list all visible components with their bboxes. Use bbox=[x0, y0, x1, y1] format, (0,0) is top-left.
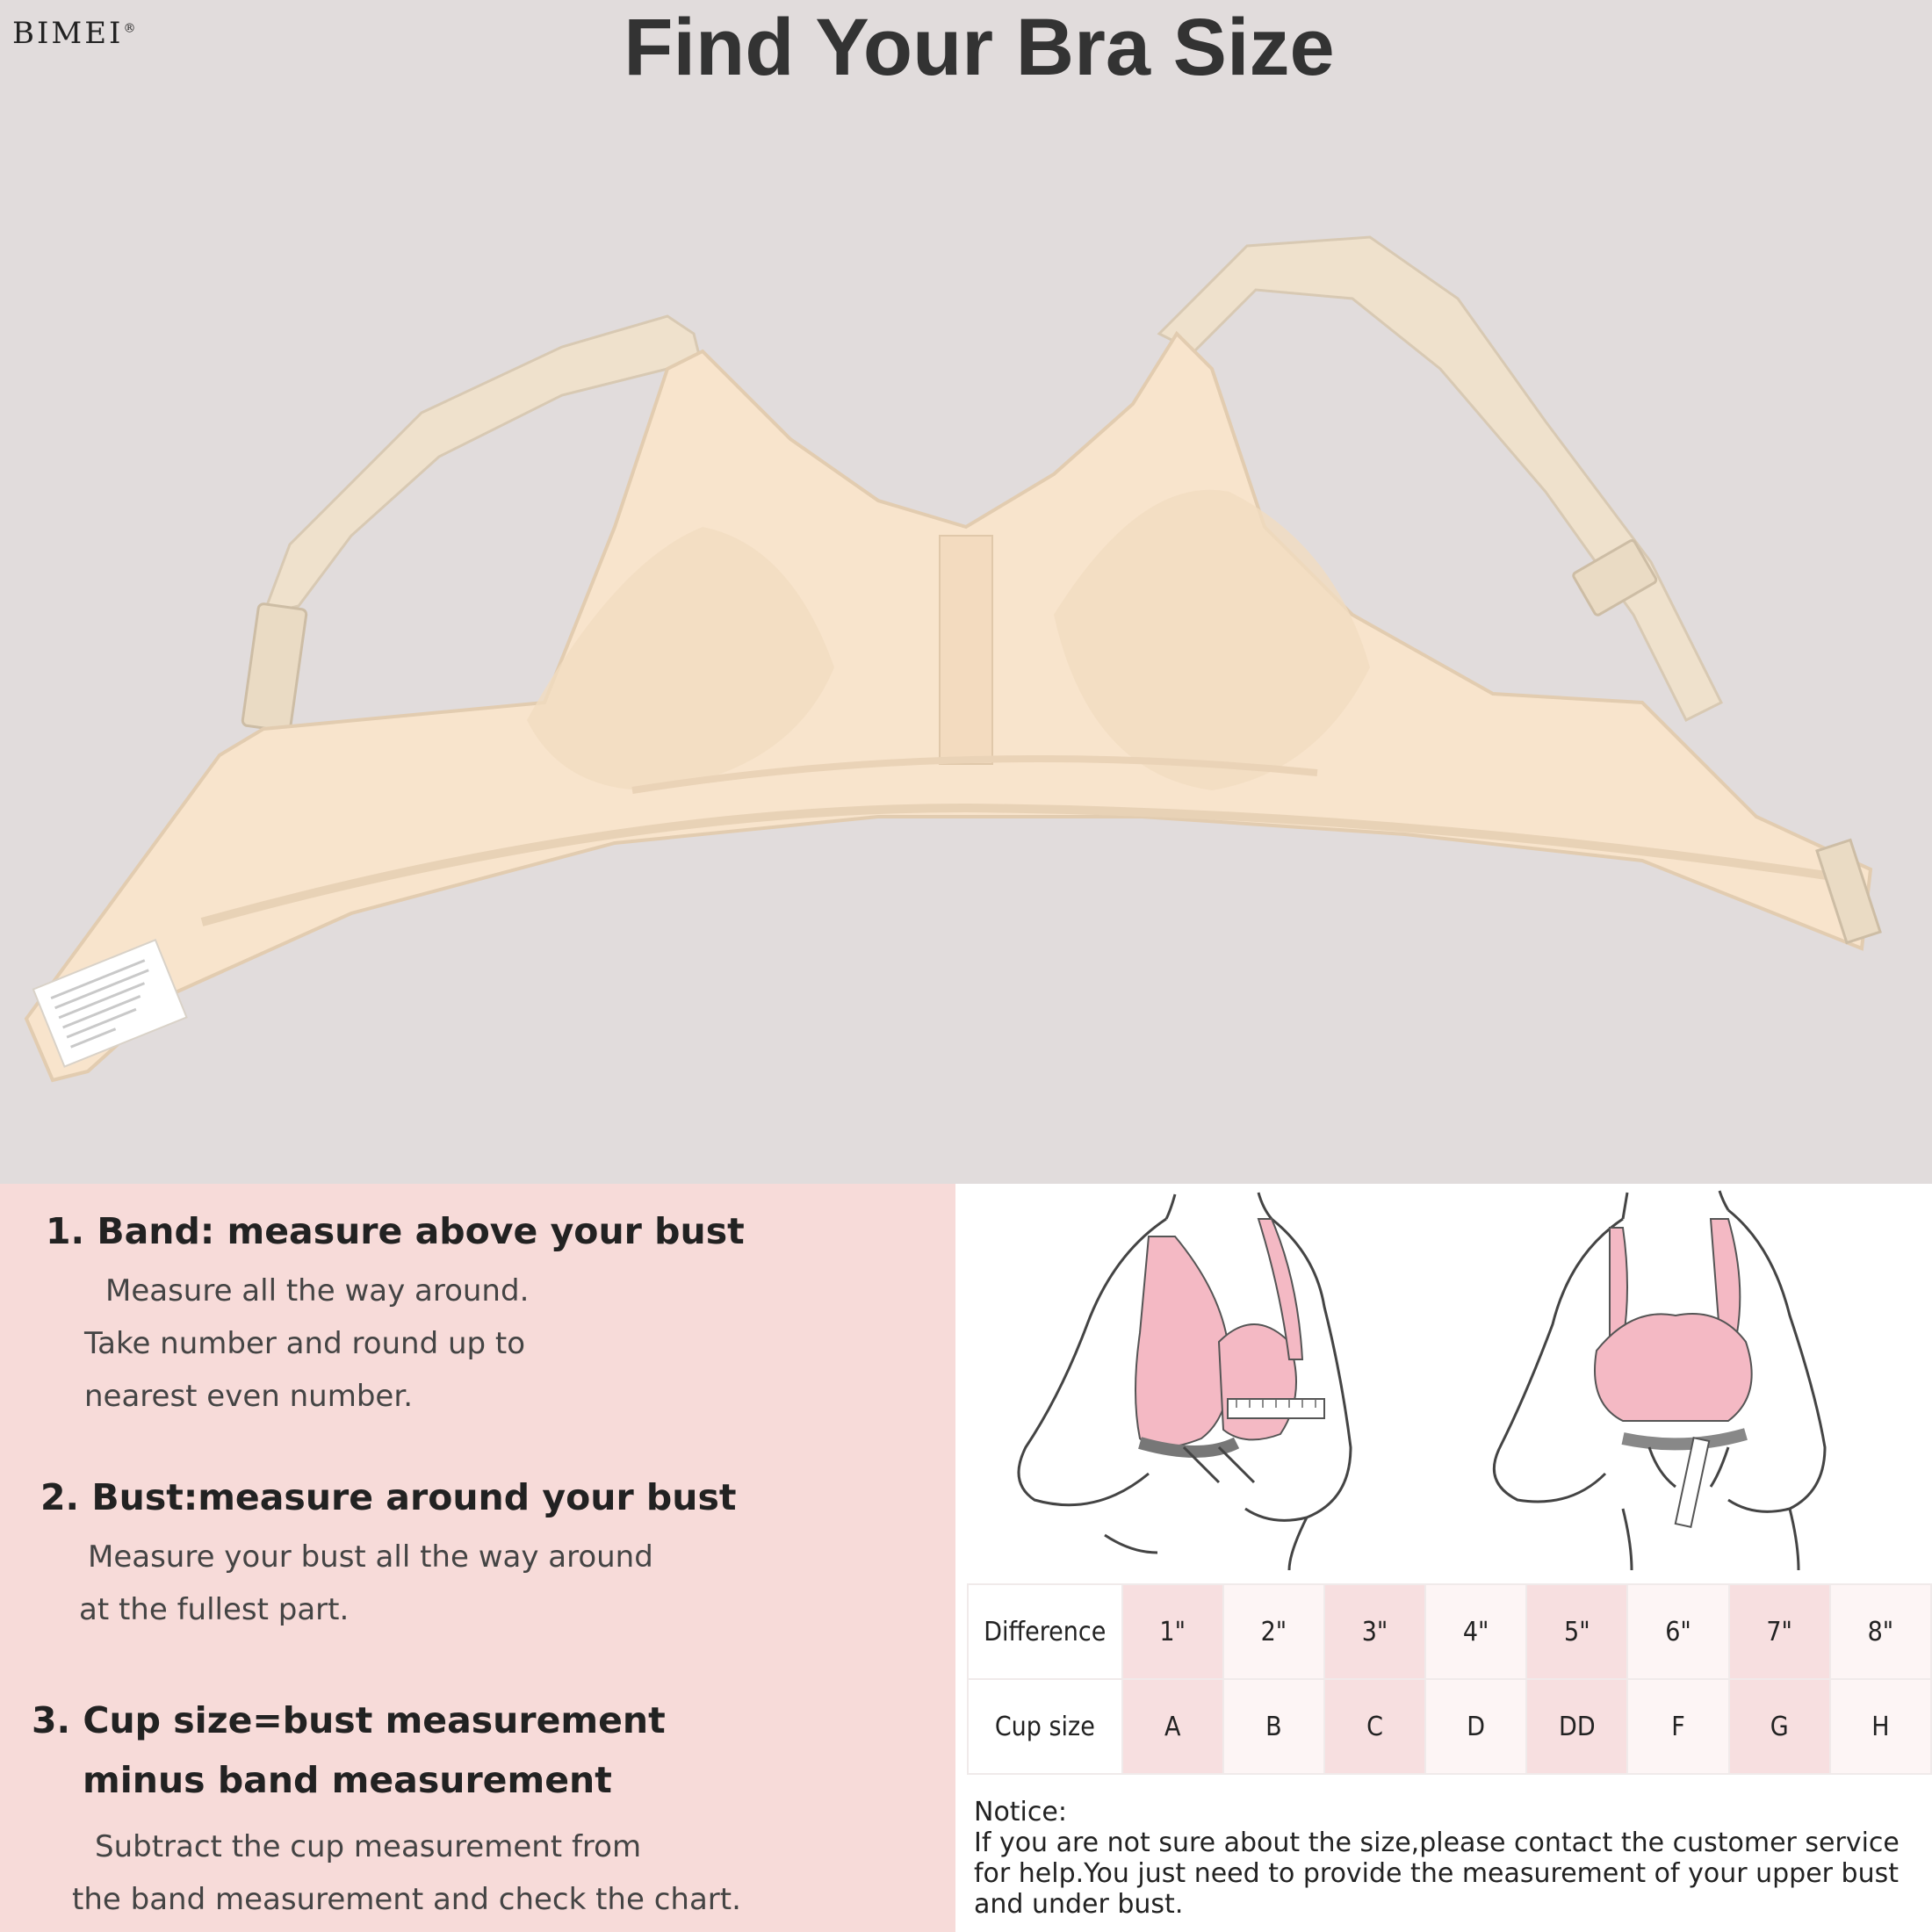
step-1-line: nearest even number. bbox=[84, 1379, 413, 1414]
table-cell: F bbox=[1627, 1679, 1728, 1774]
step-3-heading: 3. Cup size=bust measurement bbox=[32, 1699, 666, 1741]
row-label-difference: Difference bbox=[968, 1584, 1122, 1679]
table-row-difference bbox=[968, 1584, 1931, 1679]
step-2-heading: 2. Bust:measure around your bust bbox=[40, 1476, 737, 1518]
step-1-heading: 1. Band: measure above your bust bbox=[46, 1210, 745, 1252]
size-chart-panel bbox=[955, 1184, 1932, 1932]
table-cell: 4" bbox=[1425, 1584, 1526, 1679]
cup-size-table bbox=[967, 1583, 1932, 1775]
table-cell: 2" bbox=[1223, 1584, 1324, 1679]
step-3-line: Subtract the cup measurement from bbox=[95, 1829, 642, 1864]
table-cell: 8" bbox=[1830, 1584, 1931, 1679]
table-cell: D bbox=[1425, 1679, 1526, 1774]
step-1-line: Take number and round up to bbox=[84, 1326, 526, 1361]
notice-block bbox=[974, 1797, 1922, 1920]
row-label-cup-size: Cup size bbox=[968, 1679, 1122, 1774]
bra-product-image bbox=[0, 211, 1932, 1098]
table-cell: A bbox=[1122, 1679, 1223, 1774]
step-3-line: the band measurement and check the chart. bbox=[72, 1882, 741, 1917]
table-cell: G bbox=[1729, 1679, 1830, 1774]
table-cell: 7" bbox=[1729, 1584, 1830, 1679]
measuring-illustration bbox=[955, 1184, 1932, 1570]
step-1-line: Measure all the way around. bbox=[105, 1273, 530, 1308]
table-cell: 5" bbox=[1526, 1584, 1627, 1679]
step-3-heading-continued: minus band measurement bbox=[83, 1759, 612, 1801]
table-cell: DD bbox=[1526, 1679, 1627, 1774]
table-cell: B bbox=[1223, 1679, 1324, 1774]
page-title: Find Your Bra Size bbox=[624, 3, 1335, 92]
brand-logo: BIMEI® bbox=[12, 16, 139, 51]
step-2-line: Measure your bust all the way around bbox=[88, 1539, 653, 1575]
table-cell: C bbox=[1324, 1679, 1425, 1774]
table-cell: 3" bbox=[1324, 1584, 1425, 1679]
table-row-cup-size bbox=[968, 1679, 1931, 1774]
measurement-instructions bbox=[0, 1184, 955, 1932]
table-cell: 6" bbox=[1627, 1584, 1728, 1679]
table-cell: H bbox=[1830, 1679, 1931, 1774]
step-2-line: at the fullest part. bbox=[79, 1592, 350, 1627]
notice-text: If you are not sure about the size,please contact the customer service for help.You just need to provide the measurement of your upper bust and under bust. bbox=[974, 1827, 1900, 1920]
table-cell: 1" bbox=[1122, 1584, 1223, 1679]
notice-label: Notice: bbox=[974, 1797, 1067, 1827]
